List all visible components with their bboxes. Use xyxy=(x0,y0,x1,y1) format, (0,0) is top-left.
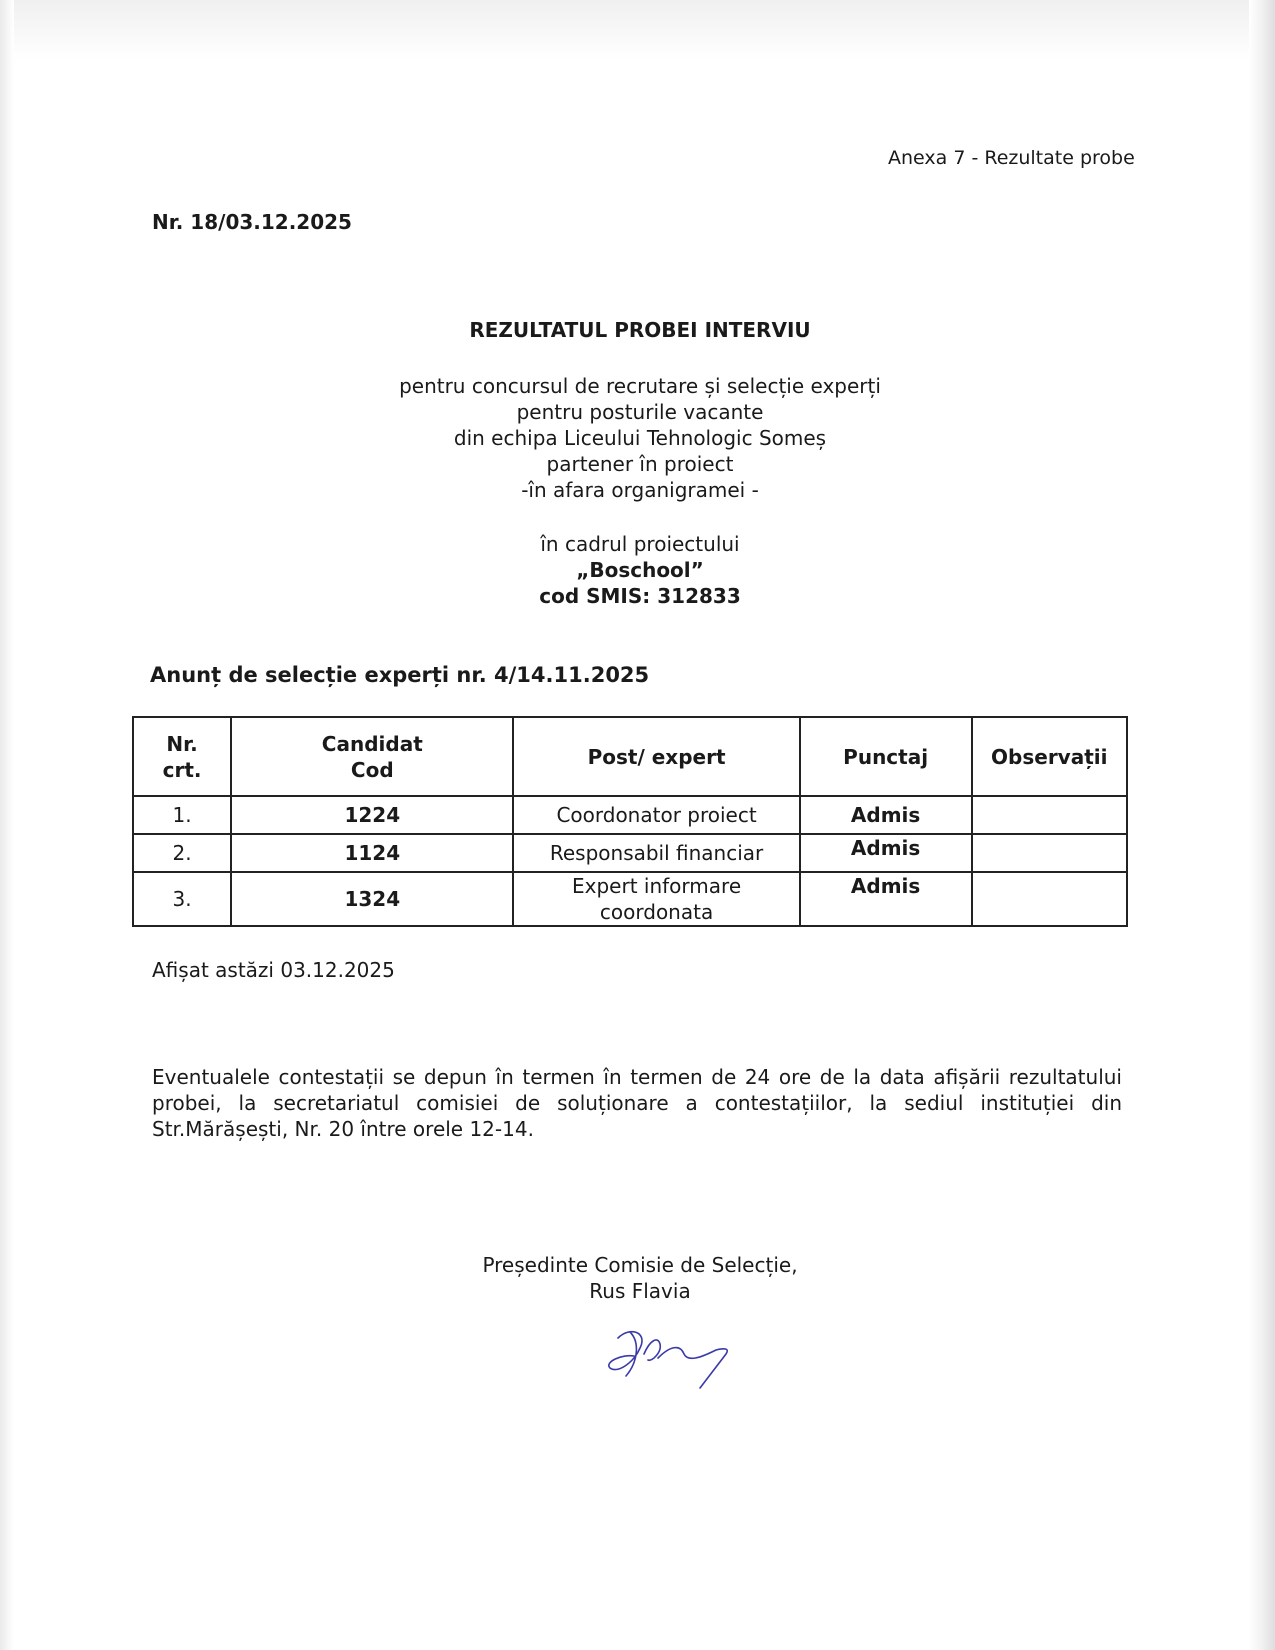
document-title: REZULTATUL PROBEI INTERVIU xyxy=(469,318,811,342)
table-row xyxy=(133,872,1127,926)
handwritten-signature-icon xyxy=(600,1318,750,1398)
signer-name: Rus Flavia xyxy=(589,1279,691,1303)
subtitle-line: din echipa Liceului Tehnologic Someș xyxy=(453,426,827,450)
results-table xyxy=(132,716,1128,927)
subtitle-line: -în afara organigramei - xyxy=(521,478,759,502)
subtitle xyxy=(300,373,980,503)
subtitle-line: pentru concursul de recrutare și selecție experți xyxy=(399,374,881,398)
scan-edge-top xyxy=(0,0,1275,60)
cell-code: 1124 xyxy=(231,834,513,872)
project-smis: cod SMIS: 312833 xyxy=(539,584,741,608)
cell-code: 1324 xyxy=(231,872,513,926)
cell-nr: 1. xyxy=(133,796,231,834)
cell-score: Admis xyxy=(800,872,972,926)
cell-post: Coordonator proiect xyxy=(513,796,799,834)
registration-number: Nr. 18/03.12.2025 xyxy=(152,210,352,234)
cell-score: Admis xyxy=(800,834,972,872)
subtitle-line: pentru posturile vacante xyxy=(516,400,764,424)
cell-notes xyxy=(972,796,1127,834)
signer-role: Președinte Comisie de Selecție, xyxy=(482,1253,798,1277)
header-nr-line2: crt. xyxy=(162,757,202,782)
annex-label: Anexa 7 - Rezultate probe xyxy=(888,147,1135,169)
cell-score: Admis xyxy=(800,796,972,834)
project-name: „Boschool” xyxy=(576,558,704,582)
table-row xyxy=(133,796,1127,834)
table-header-row xyxy=(133,717,1127,796)
signature-stroke xyxy=(609,1332,727,1388)
cell-nr: 3. xyxy=(133,872,231,926)
appeals-notice: Eventualele contestații se depun în termen în termen de 24 ore de la data afișării rezultatului probei, la secretariatul comisiei de soluționare a contestațiilor, la sediul instituției din Str.Mărășești, Nr. 20 între orele 12-14. xyxy=(152,1065,1122,1141)
cell-notes xyxy=(972,872,1127,926)
header-candidate xyxy=(231,717,513,796)
header-notes: Observații xyxy=(972,717,1127,796)
header-nr-line1: Nr. xyxy=(166,731,198,756)
header-nr xyxy=(133,717,231,796)
header-candidate-line1: Candidat xyxy=(321,731,423,756)
subtitle-line: partener în proiect xyxy=(546,452,734,476)
cell-post: Responsabil financiar xyxy=(513,834,799,872)
scan-edge-left xyxy=(0,0,14,1650)
cell-code: 1224 xyxy=(231,796,513,834)
cell-notes xyxy=(972,834,1127,872)
cell-post: Expert informare coordonata xyxy=(513,872,799,926)
header-candidate-line2: Cod xyxy=(350,757,394,782)
project-intro: în cadrul proiectului xyxy=(540,532,740,556)
announcement-reference: Anunț de selecție experți nr. 4/14.11.2025 xyxy=(150,663,650,687)
scan-edge-right xyxy=(1249,0,1275,1650)
cell-nr: 2. xyxy=(133,834,231,872)
project-info xyxy=(300,531,980,609)
table-row xyxy=(133,834,1127,872)
posted-date: Afișat astăzi 03.12.2025 xyxy=(152,958,395,982)
header-score: Punctaj xyxy=(800,717,972,796)
header-post: Post/ expert xyxy=(513,717,799,796)
signature-block xyxy=(440,1252,840,1304)
